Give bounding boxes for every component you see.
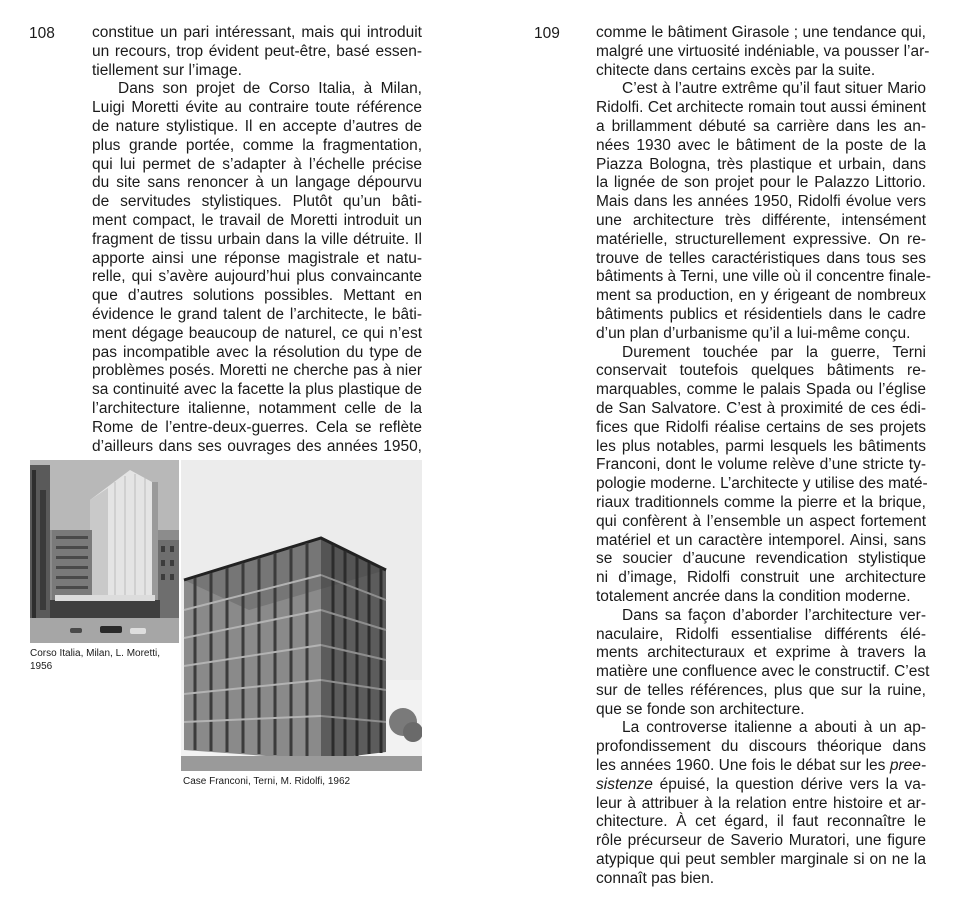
right-text-line: sistenze épuisé, la question dérive vers la va- xyxy=(596,775,926,793)
left-text-line: tiellement sur l’image. xyxy=(92,61,242,79)
left-text-line: plus grande portée, comme la fragmentation, xyxy=(92,136,422,154)
right-text-line: Durement touchée par la guerre, Terni xyxy=(622,343,926,361)
right-text-line: que se fonde son architecture. xyxy=(596,700,805,718)
left-text-line: Dans son projet de Corso Italia, à Milan, xyxy=(118,80,422,98)
right-text-line: Ridolfi. Cet architecte romain tout aussi éminent xyxy=(596,99,926,117)
right-text-line: fices que Ridolfi réalise certains de ses projets xyxy=(596,418,926,436)
right-text-line: chitecte dans certains excès par la suite. xyxy=(596,61,876,79)
right-text-line: d’un plan d’urbanisme qu’il a lui-même conçu. xyxy=(596,324,911,342)
right-text-line: comme le bâtiment Girasole ; une tendance qui, xyxy=(596,24,926,41)
left-text-line: évidence le grand talent de l’architecte, le bâti- xyxy=(92,305,422,323)
left-text-line: de nature stylistique. Il en accepte d’autres de xyxy=(92,117,422,135)
right-text-line: les années 1960. Une fois le débat sur les pree- xyxy=(596,757,926,775)
right-text-line: La controverse italienne a abouti à un ap- xyxy=(622,719,926,737)
caption-case-franconi: Case Franconi, Terni, M. Ridolfi, 1962 xyxy=(183,776,351,787)
right-text-line: C’est à l’autre extrême qu’il faut situer Mario xyxy=(622,80,926,98)
right-text-line: rôle précurseur de Saverio Muratori, une figure xyxy=(596,832,926,850)
right-text-line: ments architecturaux et exprime à travers la xyxy=(596,644,926,662)
caption-corso-italia-line1: Corso Italia, Milan, L. Moretti, xyxy=(30,648,161,659)
right-text-line: matérielle, structurellement expressive. On re- xyxy=(596,230,926,248)
left-text-line: du site sans renoncer à un langage dépourvu xyxy=(92,174,422,192)
left-text-line: apporte ainsi une réponse magistrale et natu- xyxy=(92,249,422,267)
page-number-right: 109 xyxy=(534,25,560,42)
right-text-line: connaît pas bien. xyxy=(596,869,715,887)
left-text-line: que d’autres solutions possibles. Mettant en xyxy=(92,287,422,305)
left-text-line: ment compact, le travail de Moretti introduit un xyxy=(92,211,422,229)
left-text-line: qui lui permet de s’adapter à l’échelle précise xyxy=(92,155,422,173)
right-text-line: ni d’image, Ridolfi construit une architecture xyxy=(596,569,926,587)
left-text-line: d’ailleurs dans ses ouvrages des années 1950, xyxy=(92,437,422,455)
right-text-line: leur à attribuer à la relation entre histoire et ar- xyxy=(596,794,926,812)
left-text-line: Rome de l’entre-deux-guerres. Cela se reflète xyxy=(92,418,422,436)
right-text-line: naculaire, Ridolfi essentialise différents élé- xyxy=(596,625,926,643)
left-text-line: sa continuité avec la facette la plus plastique de xyxy=(92,381,422,399)
right-text-line: totalement ancrée dans la condition moderne. xyxy=(596,587,911,605)
right-text-line: Dans sa façon d’aborder l’architecture ver- xyxy=(622,606,926,624)
right-text-line: matière une confluence avec le constructif. C’est xyxy=(596,663,930,681)
right-text-line: malgré une virtuosité indéniable, va pousser l’ar- xyxy=(596,42,930,60)
left-text-line: Luigi Moretti évite au contraire toute référence xyxy=(92,99,422,117)
right-text-line: sur de telles références, plus que sur la ruine, xyxy=(596,681,926,699)
page-number-left: 108 xyxy=(29,25,55,42)
caption-corso-italia xyxy=(30,648,160,673)
right-text-line: la lignée de son projet pour le Palazzo Littorio. xyxy=(596,174,926,192)
right-text-line: riaux traditionnels comme la pierre et la brique, xyxy=(596,493,926,511)
left-text-line: un recours, trop évident peut-être, basé essen- xyxy=(92,42,422,60)
right-text-line: Piazza Bologna, très plastique et urbain, dans xyxy=(596,155,926,173)
right-text-line: se soucier d’aucune revendication stylistique xyxy=(596,550,926,568)
right-text-line: ment sa production, en y érigeant de nombreux xyxy=(596,287,926,305)
left-text-line: l’architecture italienne, notamment celle de la xyxy=(92,399,422,417)
left-text-line: relle, qui s’avère aujourd’hui plus convaincante xyxy=(92,268,422,286)
right-text-line: atypique qui peut sembler marginale si on ne la xyxy=(596,851,926,869)
left-text-line: fragment de tissu urbain dans la ville détruite. Il xyxy=(92,230,422,248)
right-text-line: qui confèrent à l’ensemble un aspect fortement xyxy=(596,512,926,530)
right-text-line: Franconi, dont le volume relève d’une stricte ty- xyxy=(596,456,926,474)
right-text-line: trouve de telles caractéristiques dans tous ses xyxy=(596,249,926,267)
right-text-line: de San Salvatore. C’est à proximité de ces édi- xyxy=(596,399,926,417)
left-text-line: ment dégage beaucoup de naturel, ce qui n’est xyxy=(92,324,422,342)
right-text-line: chitecture. À cet égard, il faut reconnaître le xyxy=(596,813,926,831)
left-text-line: constitue un pari intéressant, mais qui introduit xyxy=(92,24,422,41)
right-text-line: matériel et un caractère intemporel. Ainsi, sans xyxy=(596,531,926,549)
right-text-line: marquables, comme le palais Spada ou l’église xyxy=(596,381,926,399)
right-text-line: les plus notables, parmi lesquels les bâtiments xyxy=(596,437,926,455)
corso-italia-photo xyxy=(30,460,179,643)
right-text-line: bâtiments publics et résidentiels dans le cadre xyxy=(596,305,926,323)
right-text-line: une architecture très différente, intensément xyxy=(596,211,926,229)
right-text-line: nées 1930 avec le bâtiment de la poste de la xyxy=(596,136,926,154)
left-text-line: de servitudes stylistiques. Plutôt qu’un bâti- xyxy=(92,193,422,211)
right-column-text xyxy=(596,24,931,889)
case-franconi-photo xyxy=(181,460,422,771)
left-column-text xyxy=(92,24,422,456)
right-text-line: conservait toutefois quelques bâtiments re- xyxy=(596,362,926,380)
left-text-line: pas incompatible avec la résolution du type de xyxy=(92,343,422,361)
caption-corso-italia-line2: 1956 xyxy=(30,660,53,672)
right-text-line: profondissement du discours théorique dans xyxy=(596,738,926,756)
right-text-line: Mais dans les années 1950, Ridolfi évolue vers xyxy=(596,193,926,211)
left-text-line: problèmes posés. Moretti ne cherche pas à nier xyxy=(92,362,422,380)
right-text-line: a brillamment débuté sa carrière dans les an- xyxy=(596,117,926,135)
right-text-line: bâtiments à Terni, une ville où il concentre finale- xyxy=(596,268,931,286)
right-text-line: pologie moderne. L’architecte y utilise des maté- xyxy=(596,475,928,493)
